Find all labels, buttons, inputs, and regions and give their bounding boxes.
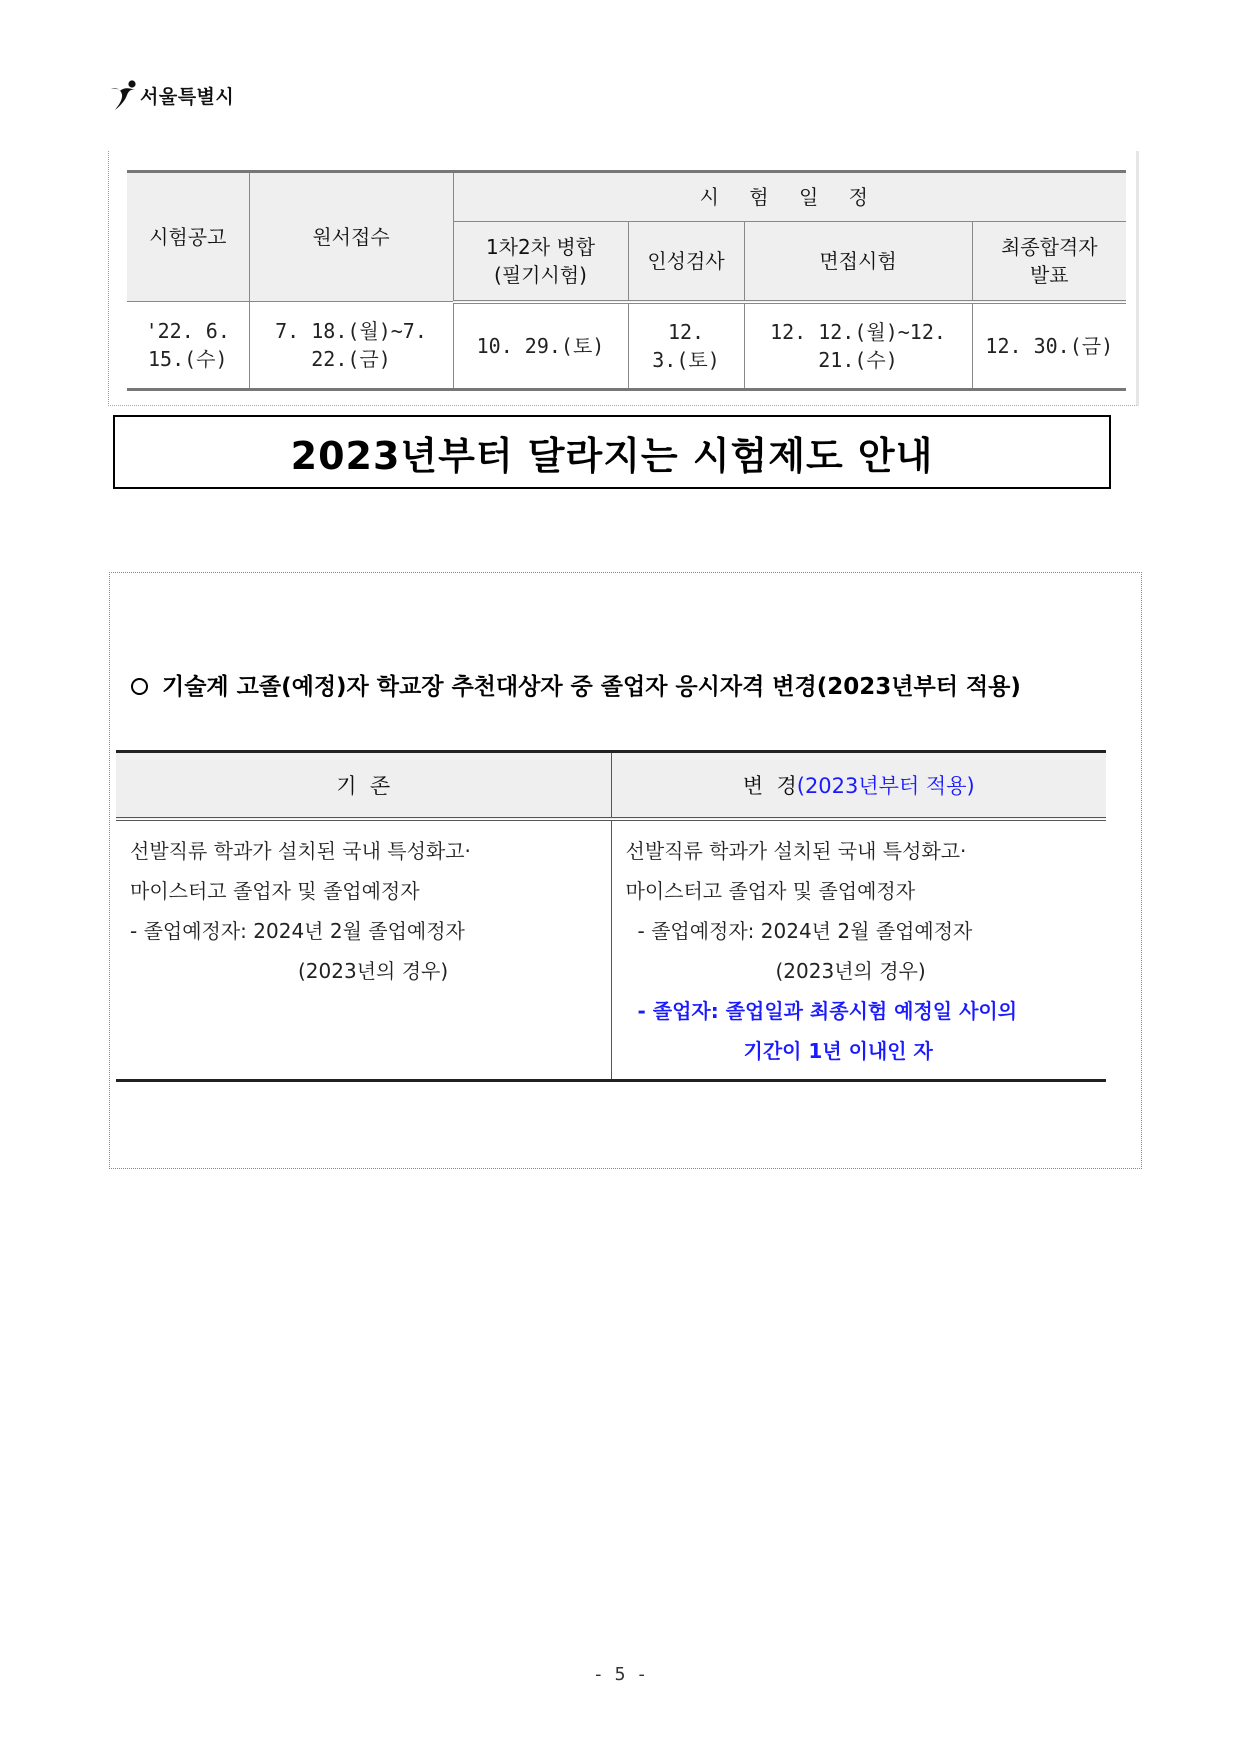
change-line-2: 마이스터고 졸업자 및 졸업예정자	[625, 879, 916, 903]
org-name: 서울특별시	[140, 85, 235, 108]
seoul-logo	[108, 78, 234, 112]
header-change-note: (2023년부터 적용)	[796, 774, 975, 798]
cell-apply: 7. 18.(월)~7. 22.(금)	[249, 302, 453, 390]
cell-interview: 12. 12.(월)~12. 21.(수)	[744, 302, 972, 390]
existing-line-3: - 졸업예정자: 2024년 2월 졸업예정자	[130, 919, 465, 943]
col-group-schedule: 시 험 일 정	[453, 172, 1126, 222]
exam-schedule-table	[127, 170, 1126, 391]
change-new-line-1: - 졸업자: 졸업일과 최종시험 예정일 사이의	[637, 999, 1018, 1023]
title-box	[113, 415, 1111, 489]
col-written: 1차2차 병합 (필기시험)	[453, 222, 628, 302]
change-line-4: (2023년의 경우)	[775, 959, 926, 983]
change-line-3: - 졸업예정자: 2024년 2월 졸업예정자	[637, 919, 973, 943]
col-apply: 원서접수	[249, 172, 453, 302]
change-cell	[611, 819, 1106, 1081]
cell-notice: '22. 6. 15.(수)	[127, 302, 249, 390]
notice-text: 기술계 고졸(예정)자 학교장 추천대상자 중 졸업자 응시자격 변경(2023년부터 적용)	[162, 674, 1021, 700]
existing-line-4: (2023년의 경우)	[298, 959, 449, 983]
page-title: 2023년부터 달라지는 시험제도 안내	[290, 433, 934, 478]
comparison-table	[116, 750, 1106, 1082]
cell-written: 10. 29.(토)	[453, 302, 628, 390]
page-number: - 5 -	[592, 1664, 648, 1685]
col-final: 최종합격자 발표	[972, 222, 1126, 302]
change-line-1: 선발직류 학과가 설치된 국내 특성화고·	[625, 839, 967, 863]
seoul-emblem-icon	[108, 79, 138, 111]
cell-personality: 12. 3.(토)	[628, 302, 744, 390]
header-existing: 기 존	[116, 752, 611, 820]
header-change: 변 경(2023년부터 적용)	[611, 752, 1106, 820]
circle-bullet-icon	[131, 678, 148, 695]
col-notice: 시험공고	[127, 172, 249, 302]
existing-line-1: 선발직류 학과가 설치된 국내 특성화고·	[130, 839, 471, 863]
cell-final: 12. 30.(금)	[972, 302, 1126, 390]
col-interview: 면접시험	[744, 222, 972, 302]
existing-line-2: 마이스터고 졸업자 및 졸업예정자	[130, 879, 420, 903]
change-new-line-2: 기간이 1년 이내인 자	[743, 1039, 933, 1063]
existing-cell	[116, 819, 611, 1081]
notice-line	[131, 668, 1131, 701]
col-personality: 인성검사	[628, 222, 744, 302]
